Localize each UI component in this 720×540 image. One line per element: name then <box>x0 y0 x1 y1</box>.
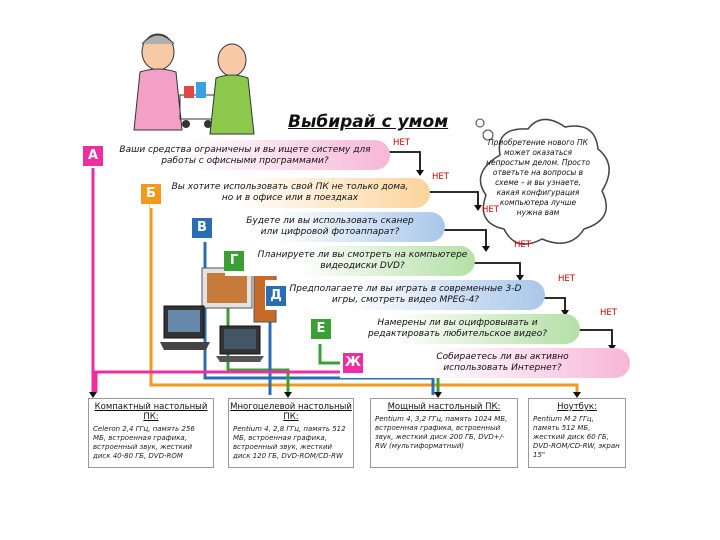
no-label-e: НЕТ <box>600 308 617 318</box>
letter-v: В <box>192 218 212 238</box>
no-label-a: НЕТ <box>393 138 410 148</box>
result-box-compact <box>88 398 214 468</box>
result-desc-notebook: Pentium M 2 ГГц, память 512 МБ, жесткий диск 60 ГБ, DVD-ROM/CD-RW, экран 15" <box>533 415 620 459</box>
question-zh: Собираетесь ли вы активно использовать Интернет? <box>436 352 569 373</box>
tip-text: Приобретение нового ПК может оказаться непростым делом. Просто ответьте на вопросы в схеме – и вы узнаете, какая конфигурация компьютера лучше нужна вам <box>486 138 590 217</box>
letter-e: Е <box>311 319 331 339</box>
result-title-notebook: Ноутбук: <box>557 402 597 412</box>
result-title-multipurpose: Многоцелевой настольный ПК: <box>230 402 352 422</box>
no-label-g: НЕТ <box>514 240 531 250</box>
page-title: Выбирай с умом <box>288 112 449 132</box>
question-e: Намерены ли вы оцифровывать и редактировать любительское видео? <box>367 318 547 339</box>
result-title-powerful: Мощный настольный ПК: <box>387 402 501 412</box>
letter-b: Б <box>141 184 161 204</box>
no-label-v: НЕТ <box>482 205 499 215</box>
computers-illustration <box>150 262 285 367</box>
letter-g: Г <box>224 251 244 271</box>
question-b: Вы хотите использовать свой ПК не только дома, но и в офисе или в поездках <box>171 182 409 203</box>
result-title-compact: Компактный настольный ПК: <box>94 402 208 422</box>
question-v: Будете ли вы использовать сканер или цифровой фотоаппарат? <box>246 216 414 237</box>
letter-d: Д <box>266 286 286 306</box>
result-desc-powerful: Pentium 4, 3,2 ГГц, память 1024 МБ, встроенная графика, встроенный звук, жесткий диск 200 ГБ, DVD+/-RW (мультиформатный) <box>375 415 508 450</box>
result-desc-multipurpose: Pentium 4, 2,8 ГГц, память 512 МБ, встроенная графика, встроенный звук, жесткий диск 120 ГБ, DVD-ROM/CD-RW <box>233 425 346 460</box>
question-d: Предполагаете ли вы играть в современные 3-D игры, смотреть видео MPEG-4? <box>289 284 522 305</box>
no-label-b: НЕТ <box>432 172 449 182</box>
letter-zh: Ж <box>343 353 363 373</box>
question-a: Ваши средства ограничены и вы ищете систему для работы с офисными программами? <box>119 145 371 166</box>
no-label-d: НЕТ <box>558 274 575 284</box>
result-box-multipurpose <box>228 398 354 468</box>
result-desc-compact: Celeron 2,4 ГГц, память 256 МБ, встроенная графика, встроенный звук, жесткий диск 40-80 ГБ, DVD-ROM <box>93 425 195 460</box>
result-box-notebook <box>528 398 626 468</box>
shoppers-illustration <box>120 30 270 140</box>
letter-a: А <box>83 146 103 166</box>
question-g: Планируете ли вы смотреть на компьютере видеодиски DVD? <box>257 250 468 271</box>
result-box-powerful <box>370 398 518 468</box>
